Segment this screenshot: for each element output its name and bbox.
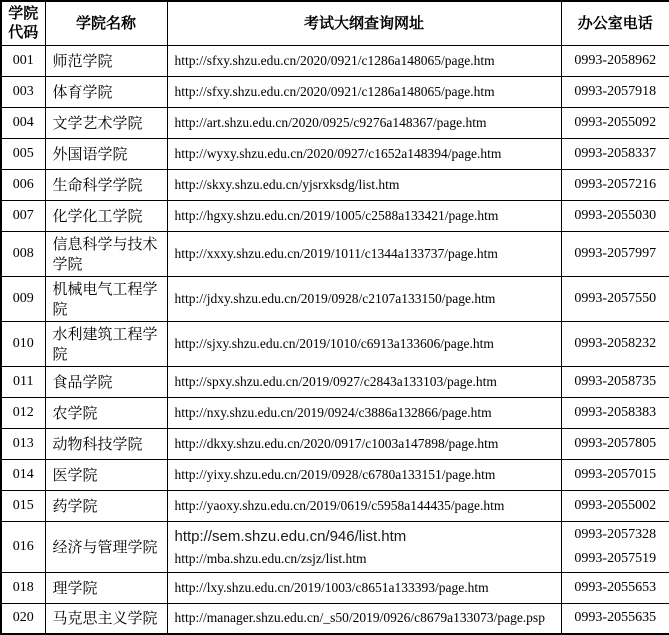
college-code-cell: 009 [1, 276, 45, 321]
syllabus-url: http://nxy.shzu.edu.cn/2019/0924/c3886a132866/page.htm [174, 404, 492, 420]
header-syllabus-url: 考试大纲查询网址 [167, 1, 561, 45]
office-phone: 0993-2057997 [574, 245, 657, 261]
college-name-cell: 生命科学学院 [45, 169, 167, 200]
college-name-cell: 动物科技学院 [45, 428, 167, 459]
header-office-phone: 办公室电话 [561, 1, 669, 45]
office-phone: 0993-2057805 [574, 435, 657, 451]
college-code-cell: 001 [1, 45, 45, 76]
college-code-cell: 005 [1, 138, 45, 169]
syllabus-url-cell [167, 45, 561, 76]
office-phone: 0993-2057015 [574, 466, 657, 482]
table-row [1, 76, 669, 107]
syllabus-url: http://sfxy.shzu.edu.cn/2020/0921/c1286a148065/page.htm [174, 83, 495, 99]
college-code-cell: 012 [1, 397, 45, 428]
syllabus-url-cell [167, 366, 561, 397]
syllabus-url-cell [167, 428, 561, 459]
syllabus-url-cell [167, 138, 561, 169]
office-phone-cell [561, 231, 669, 276]
syllabus-url-cell [167, 572, 561, 603]
table-row [1, 169, 669, 200]
office-phone: 0993-2057918 [574, 83, 657, 99]
office-phone: 0993-2058383 [574, 404, 657, 420]
college-name-cell: 马克思主义学院 [45, 603, 167, 634]
office-phone-cell [561, 138, 669, 169]
college-code-cell: 006 [1, 169, 45, 200]
college-code-cell: 004 [1, 107, 45, 138]
syllabus-url-cell [167, 397, 561, 428]
syllabus-url: http://dkxy.shzu.edu.cn/2020/0917/c1003a147898/page.htm [174, 435, 499, 451]
syllabus-url-cell [167, 603, 561, 634]
table-row [1, 459, 669, 490]
syllabus-url: http://wyxy.shzu.edu.cn/2020/0927/c1652a148394/page.htm [174, 145, 502, 161]
office-phone: 0993-2058337 [574, 145, 657, 161]
college-code-cell: 018 [1, 572, 45, 603]
office-phone-cell [561, 321, 669, 366]
college-name-cell: 农学院 [45, 397, 167, 428]
syllabus-url: http://hgxy.shzu.edu.cn/2019/1005/c2588a133421/page.htm [174, 207, 499, 223]
office-phone: 0993-2057328 [574, 526, 657, 542]
office-phone: 0993-2055002 [574, 497, 657, 513]
college-name-cell: 经济与管理学院 [45, 521, 167, 572]
office-phone-cell [561, 490, 669, 521]
college-code-cell: 007 [1, 200, 45, 231]
syllabus-url: http://yixy.shzu.edu.cn/2019/0928/c6780a133151/page.htm [174, 466, 496, 482]
office-phone-cell [561, 276, 669, 321]
table-row [1, 428, 669, 459]
office-phone-cell [561, 200, 669, 231]
office-phone: 0993-2057550 [574, 290, 657, 306]
office-phone-cell [561, 45, 669, 76]
table-row [1, 521, 669, 572]
syllabus-url: http://spxy.shzu.edu.cn/2019/0927/c2843a133103/page.htm [174, 373, 497, 389]
syllabus-url-cell [167, 169, 561, 200]
office-phone-cell [561, 169, 669, 200]
table-row [1, 45, 669, 76]
office-phone: 0993-2058232 [574, 335, 657, 351]
syllabus-url: http://skxy.shzu.edu.cn/yjsrxksdg/list.htm [174, 176, 400, 192]
college-code-cell: 020 [1, 603, 45, 634]
syllabus-url: http://sem.shzu.edu.cn/946/list.htm [174, 527, 407, 545]
header-college-name: 学院名称 [45, 1, 167, 45]
syllabus-url-cell [167, 107, 561, 138]
college-name-cell: 医学院 [45, 459, 167, 490]
college-name-cell: 体育学院 [45, 76, 167, 107]
college-name-cell: 食品学院 [45, 366, 167, 397]
college-code-cell: 014 [1, 459, 45, 490]
syllabus-url: http://xxxy.shzu.edu.cn/2019/1011/c1344a133737/page.htm [174, 245, 498, 261]
syllabus-url: http://manager.shzu.edu.cn/_s50/2019/0926/c8679a133073/page.psp [174, 610, 545, 626]
syllabus-url-cell [167, 231, 561, 276]
syllabus-url: http://yaoxy.shzu.edu.cn/2019/0619/c5958a144435/page.htm [174, 497, 505, 513]
office-phone: 0993-2055092 [574, 114, 657, 130]
syllabus-url-cell [167, 490, 561, 521]
table-row [1, 572, 669, 603]
college-name-cell: 师范学院 [45, 45, 167, 76]
office-phone: 0993-2057519 [574, 550, 657, 566]
office-phone-cell [561, 107, 669, 138]
table-row [1, 231, 669, 276]
college-code-cell: 015 [1, 490, 45, 521]
table-row [1, 321, 669, 366]
syllabus-url-cell [167, 521, 561, 572]
office-phone: 0993-2058735 [574, 373, 657, 389]
college-name-cell: 机械电气工程学院 [45, 276, 167, 321]
office-phone-cell [561, 459, 669, 490]
syllabus-url-cell [167, 459, 561, 490]
syllabus-url: http://mba.shzu.edu.cn/zsjz/list.htm [174, 550, 367, 566]
college-name-cell: 理学院 [45, 572, 167, 603]
table-row [1, 138, 669, 169]
office-phone: 0993-2057216 [574, 176, 657, 192]
syllabus-url: http://lxy.shzu.edu.cn/2019/1003/c8651a133393/page.htm [174, 579, 489, 595]
office-phone-cell [561, 366, 669, 397]
college-name-cell: 文学艺术学院 [45, 107, 167, 138]
syllabus-url-cell [167, 200, 561, 231]
college-code-cell: 016 [1, 521, 45, 572]
college-name-cell: 药学院 [45, 490, 167, 521]
syllabus-url: http://jdxy.shzu.edu.cn/2019/0928/c2107a133150/page.htm [174, 290, 496, 306]
table-row [1, 276, 669, 321]
office-phone-cell [561, 603, 669, 634]
office-phone: 0993-2058962 [574, 52, 657, 68]
header-row [1, 1, 669, 45]
syllabus-url: http://art.shzu.edu.cn/2020/0925/c9276a148367/page.htm [174, 114, 487, 130]
table-row [1, 490, 669, 521]
college-name-cell: 信息科学与技术学院 [45, 231, 167, 276]
table-body [1, 45, 669, 634]
office-phone-cell [561, 428, 669, 459]
college-name-cell: 化学化工学院 [45, 200, 167, 231]
office-phone-cell [561, 76, 669, 107]
college-code-cell: 010 [1, 321, 45, 366]
college-code-cell: 013 [1, 428, 45, 459]
office-phone-cell [561, 521, 669, 572]
table-header [1, 1, 669, 45]
syllabus-url-cell [167, 76, 561, 107]
office-phone: 0993-2055030 [574, 207, 657, 223]
table-row [1, 603, 669, 634]
college-code-cell: 008 [1, 231, 45, 276]
header-college-code: 学院代码 [1, 1, 45, 45]
syllabus-url-cell [167, 321, 561, 366]
office-phone: 0993-2055653 [574, 579, 657, 595]
syllabus-url: http://sfxy.shzu.edu.cn/2020/0921/c1286a148065/page.htm [174, 52, 495, 68]
table-row [1, 107, 669, 138]
college-name-cell: 水利建筑工程学院 [45, 321, 167, 366]
office-phone-cell [561, 572, 669, 603]
office-phone: 0993-2055635 [574, 610, 657, 626]
syllabus-url: http://sjxy.shzu.edu.cn/2019/1010/c6913a133606/page.htm [174, 335, 494, 351]
table-row [1, 200, 669, 231]
syllabus-url-cell [167, 276, 561, 321]
college-code-cell: 011 [1, 366, 45, 397]
table-row [1, 397, 669, 428]
college-code-cell: 003 [1, 76, 45, 107]
college-name-cell: 外国语学院 [45, 138, 167, 169]
office-phone-cell [561, 397, 669, 428]
table-row [1, 366, 669, 397]
